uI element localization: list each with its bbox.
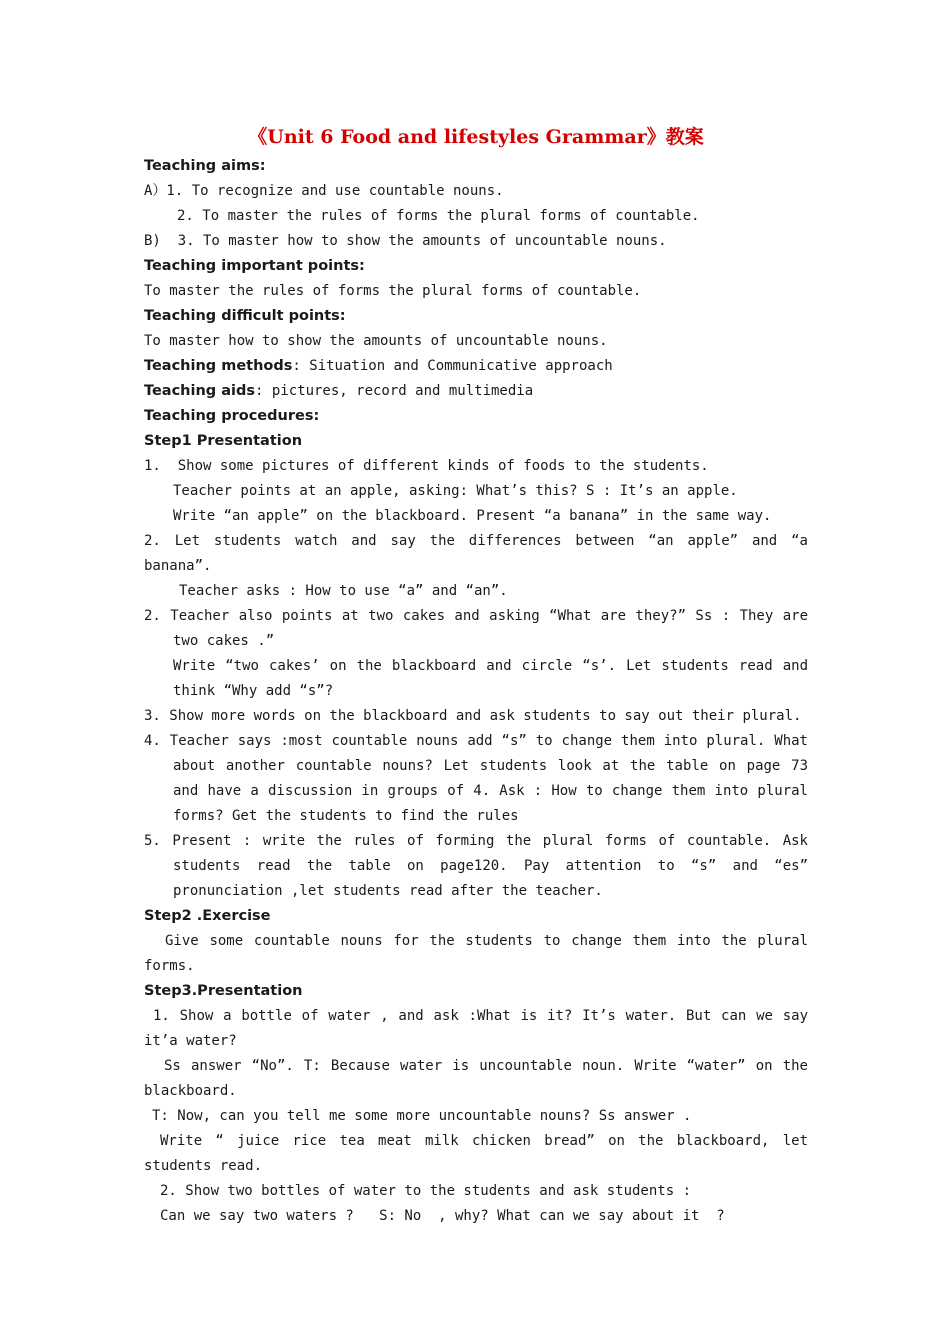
difficult-heading: Teaching difficult points:: [144, 308, 346, 324]
methods-text: : Situation and Communicative approach: [292, 358, 613, 374]
step1-heading: Step1 Presentation: [144, 433, 303, 449]
step1-item-2: 2. Let students watch and say the differences between “an apple” and “a banana”.: [144, 533, 808, 574]
methods-line: [144, 354, 808, 379]
aids-label: Teaching aids: [144, 383, 255, 399]
step3-item-1: 1. Show a bottle of water , and ask :What is it? It’s water. But can we say it’a water?: [144, 1008, 808, 1049]
methods-label: Teaching methods: [144, 358, 293, 374]
step1-item-2-ask: Teacher asks : How to use “a” and “an”.: [179, 583, 508, 599]
step1-item-3: 2. Teacher also points at two cakes and asking “What are they?” Ss : They are two cakes .”: [144, 608, 808, 649]
step2-text: Give some countable nouns for the students to change them into the plural forms.: [144, 933, 808, 974]
aim-3: B) 3. To master how to show the amounts of uncountable nouns.: [144, 233, 667, 249]
step3-item-2-question: Can we say two waters ? S: No , why? What can we say about it ?: [160, 1208, 725, 1224]
document-title: 《Unit 6 Food and lifestyles Grammar》教案: [248, 126, 704, 148]
step1-item-3-write: Write “two cakes’ on the blackboard and circle “s’. Let students read and think “Why add “s”?: [173, 658, 808, 699]
step3-heading: Step3.Presentation: [144, 983, 303, 999]
step1-item-1-dialog: Teacher points at an apple, asking: What’s this? S : It’s an apple.: [173, 483, 738, 499]
step3-item-1-answer: Ss answer “No”. T: Because water is uncountable noun. Write “water” on the blackboard.: [144, 1058, 808, 1099]
aim-2: 2. To master the rules of forms the plural forms of countable.: [177, 208, 700, 224]
step3-item-1-question: T: Now, can you tell me some more uncountable nouns? Ss answer .: [152, 1108, 692, 1124]
step1-item-6: 5. Present : write the rules of forming the plural forms of countable. Ask students read the table on page120. Pay attention to “s” and “es” pronunciation ,let students read after the teacher.: [144, 833, 808, 899]
aids-line: [144, 379, 808, 404]
aids-text: : pictures, record and multimedia: [255, 383, 534, 399]
step3-item-2: 2. Show two bottles of water to the students and ask students :: [160, 1183, 692, 1199]
document-page: [144, 120, 808, 1229]
step1-item-1-write: Write “an apple” on the blackboard. Present “a banana” in the same way.: [173, 508, 772, 524]
important-text: To master the rules of forms the plural forms of countable.: [144, 283, 642, 299]
difficult-text: To master how to show the amounts of uncountable nouns.: [144, 333, 608, 349]
important-heading: Teaching important points:: [144, 258, 365, 274]
step3-item-1-write: Write “ juice rice tea meat milk chicken bread” on the blackboard, let students read.: [144, 1133, 808, 1174]
aim-1: A）1. To recognize and use countable nouns.: [144, 183, 504, 199]
step1-item-5: 4. Teacher says :most countable nouns add “s” to change them into plural. What about another countable nouns? Let students look at the table on page 73 and have a discussion in groups of 4. Ask : How to change them into plural forms? Get the students to find the rules: [144, 733, 808, 824]
step1-item-4: 3. Show more words on the blackboard and ask students to say out their plural.: [144, 708, 802, 724]
step2-heading: Step2 .Exercise: [144, 908, 271, 924]
step1-item-1: 1. Show some pictures of different kinds of foods to the students.: [144, 458, 709, 474]
procedures-heading: Teaching procedures:: [144, 408, 320, 424]
aims-heading: Teaching aims:: [144, 158, 266, 174]
